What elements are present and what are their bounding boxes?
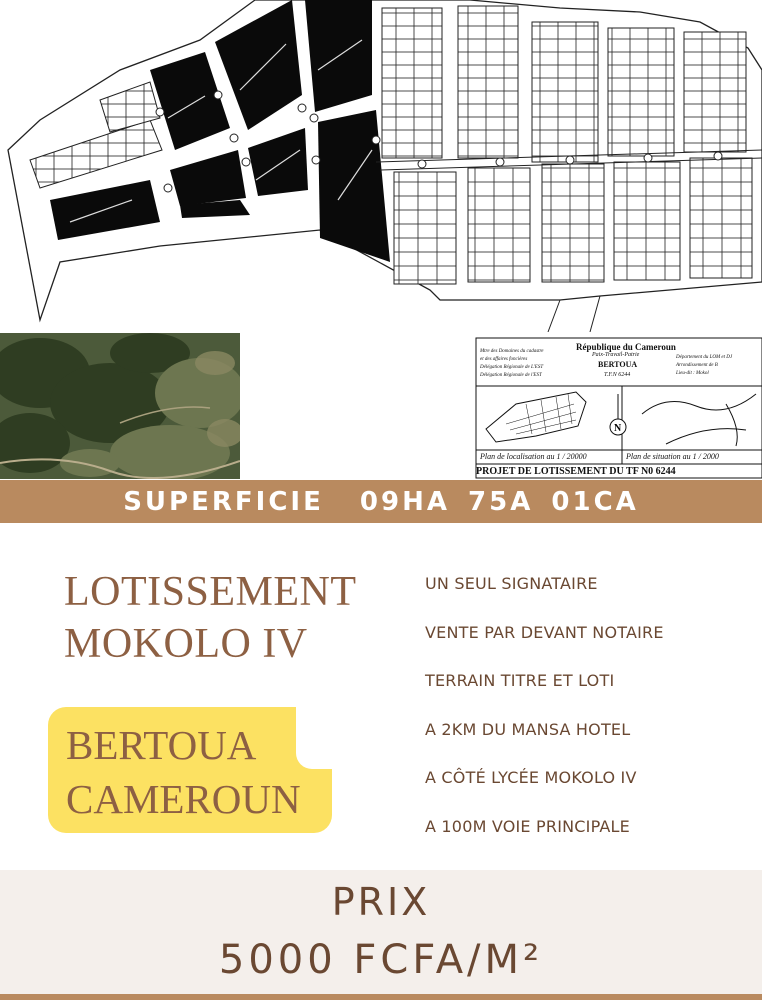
feature-item: A CÔTÉ LYCÉE MOKOLO IV (425, 768, 637, 787)
location-country: CAMEROUN (66, 776, 301, 822)
cadastral-title-block (466, 334, 762, 480)
features-list (425, 572, 664, 863)
location-city: BERTOUA (66, 722, 257, 768)
lotissement-title (64, 566, 357, 670)
feature-item: VENTE PAR DEVANT NOTAIRE (425, 622, 664, 642)
feature-item: A 100M VOIE PRINCIPALE (425, 816, 630, 836)
tb-motto: Paix-Travail-Patrie (592, 352, 640, 358)
tb-scale-localisation: Plan de localisation au 1 / 20000 (480, 452, 587, 461)
tb-city: BERTOUA (598, 360, 638, 369)
feature-item: TERRAIN TITRE ET LOTI (425, 671, 615, 690)
plan-drawing (0, 0, 762, 332)
title-line-1: LOTISSEMENT (64, 569, 357, 615)
price-value: 5000 FCFA/M² (218, 937, 544, 983)
tb-republic: République du Cameroun (576, 342, 676, 352)
location-text (66, 718, 301, 826)
tb-right-lines: Département du LOM et DJ Arrondissement de B Lieu-dit : Mokol (676, 355, 733, 376)
superficie-text: SUPERFICIE 09HA 75A 01CA (123, 486, 639, 517)
tb-scale-situation: Plan de situation au 1 / 2000 (626, 452, 719, 461)
feature-item: A 2KM DU MANSA HOTEL (425, 719, 631, 739)
subdivision-plan (0, 0, 762, 332)
superficie-band (0, 480, 762, 523)
tb-tfn: T.F.N 6244 (604, 372, 631, 378)
svg-text:N: N (614, 423, 622, 434)
tb-projet: PROJET DE LOTISSEMENT DU TF N0 6244 (476, 466, 676, 477)
tb-left-lines: Mtre des Domaines du cadastre et des affaires foncières Délégation Régionale de L'EST Délégation Régionale de l'EST (480, 349, 544, 378)
satellite-image (0, 333, 240, 479)
title-line-2: MOKOLO IV (64, 621, 308, 667)
satellite-photo (0, 333, 240, 479)
feature-item: UN SEUL SIGNATAIRE (425, 574, 598, 593)
price-label: PRIX (331, 880, 431, 924)
price-section (0, 870, 762, 1000)
bottom-accent-bar (0, 994, 762, 1000)
